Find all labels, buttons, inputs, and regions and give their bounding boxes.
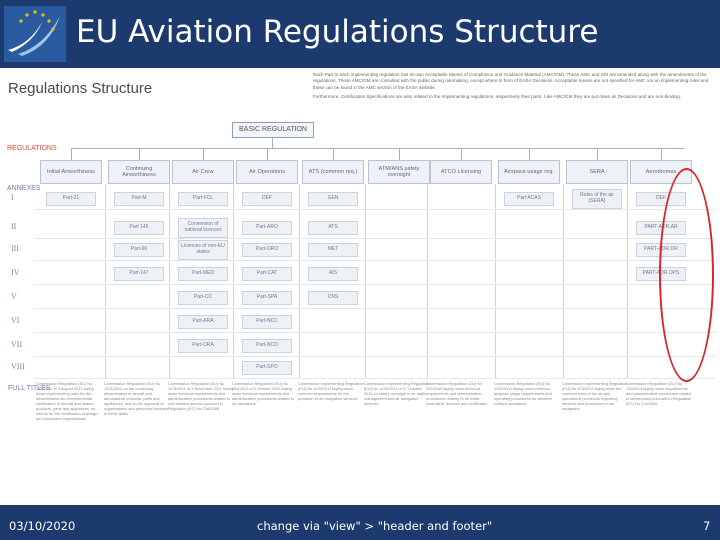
- annex-cell: Part-ORA: [178, 339, 228, 353]
- annex-cell: AIS: [308, 267, 358, 281]
- annex-cell: Part-NCO: [242, 339, 292, 353]
- row-divider: [34, 209, 716, 210]
- regulations-label: REGULATIONS: [7, 145, 57, 152]
- connector-line: [333, 148, 334, 160]
- annex-cell: PART-ADR.OR: [636, 243, 686, 257]
- annex-cell: Part-CC: [178, 291, 228, 305]
- full-title-text: Commission Regulation (EC) No 748/2012 of 3 August 2012 laying down implementing rules for the airworthiness and environmental certification of aircraft and related products, parts and appliances, as well as for the certification of design and production organisations: [36, 381, 98, 421]
- connector-line: [661, 148, 662, 160]
- connector-line: [597, 148, 598, 160]
- annex-cell: Part 145: [114, 221, 164, 235]
- row-divider: [34, 332, 716, 333]
- annex-row-label: V: [11, 292, 17, 301]
- connector-line: [461, 148, 462, 160]
- full-title-text: Commission Implementing Regulation (EU) No 923/2012 laying down the common rules of the air and operational provisions regarding services and procedures in air navigation: [562, 381, 628, 411]
- column-separator: [627, 184, 628, 378]
- column-separator: [495, 184, 496, 378]
- row-divider: [34, 238, 716, 239]
- full-titles-label: FULL TITLES: [8, 385, 51, 392]
- slide-title: EU Aviation Regulations Structure: [76, 14, 599, 50]
- connector-line: [529, 148, 530, 160]
- regulation-header: Initial Airworthiness: [40, 160, 102, 184]
- annex-cell: Part ACAS: [504, 192, 554, 206]
- intro-paragraph: Each Part to each implementing regulation has its own Acceptable Means of Compliance and Guidance Material (AMC/GM). These AMC and GM are amended along with the amendments of the regulations. These AMC/GM are consulted with the public during rulemaking, except where in form of EASA Decisions. Acceptable means are not specified for AMC nor an implementing rules and these can be found in the AMC section of the EASA website.: [313, 72, 709, 90]
- row-divider: [34, 260, 716, 261]
- connector-line: [399, 148, 400, 160]
- full-title-text: Commission Regulation (EU) No 1332/2011 laying down common airspace usage requirements and operating procedures for airborne collision avoidance: [494, 381, 552, 406]
- regulation-header: Air Operations: [236, 160, 298, 184]
- regulation-header: Airspace usage req.: [498, 160, 560, 184]
- annex-cell: Part-ORO: [242, 243, 292, 257]
- regulation-header: SERA: [566, 160, 628, 184]
- easa-logo: [4, 6, 66, 62]
- annex-cell: Part-SPA: [242, 291, 292, 305]
- regulation-header: ATCO Licensing: [430, 160, 492, 184]
- regulation-header: ATS (common req.): [302, 160, 364, 184]
- full-title-text: Commission Regulation (EU) No 965/2012 of 5 October 2012 laying down technical requirements and administrative procedures related to air operations: [232, 381, 294, 406]
- column-separator: [105, 184, 106, 378]
- annex-cell: Part-21: [46, 192, 96, 206]
- annex-cell: DEF: [242, 192, 292, 206]
- connector-line: [139, 148, 140, 160]
- annex-cell: MET: [308, 243, 358, 257]
- connector-line: [203, 148, 204, 160]
- annexes-label: ANNEXES: [7, 185, 41, 192]
- full-title-text: Commission Regulation (EU) No 2015/340 laying down technical requirements and administrative procedures relating to air traffic controllers' licences and certificates: [426, 381, 488, 406]
- connector-line: [267, 148, 268, 160]
- column-separator: [233, 184, 234, 378]
- regulation-header: ATM/ANS safety oversight: [368, 160, 430, 184]
- annex-row-label: VI: [11, 316, 20, 325]
- footer-text: change via "view" > "header and footer": [257, 519, 493, 533]
- annex-row-label: III: [11, 244, 19, 253]
- column-separator: [169, 184, 170, 378]
- annex-cell: Conversion of national licences: [178, 218, 228, 238]
- diagram-title: Regulations Structure: [8, 80, 153, 97]
- annex-cell: Part-147: [114, 267, 164, 281]
- annex-cell: Part-SPO: [242, 361, 292, 375]
- footer-band: [0, 505, 720, 540]
- annex-cell: Part-ARA: [178, 315, 228, 329]
- annex-cell: CNS: [308, 291, 358, 305]
- highlight-ellipse: [659, 168, 714, 382]
- row-divider: [34, 378, 716, 379]
- annex-cell: Licences of non-EU states: [178, 240, 228, 260]
- annex-cell: Rules of the air (SERA): [572, 189, 622, 209]
- annex-cell: Part-M: [114, 192, 164, 206]
- intro-paragraph: Furthermore, Certification Specifications are also related to the Implementing regulations, respectively their parts. Like AMC/GM they are put down as Decisions and are non-binding.: [313, 94, 681, 100]
- annex-cell: Part-CAT: [242, 267, 292, 281]
- basic-regulation-box: BASIC REGULATION: [232, 122, 314, 138]
- annex-row-label: I: [11, 193, 14, 202]
- regulation-header: Air Crew: [172, 160, 234, 184]
- column-separator: [365, 184, 366, 378]
- column-separator: [563, 184, 564, 378]
- annex-cell: GEN: [308, 192, 358, 206]
- page-number: 7: [703, 519, 711, 533]
- annex-cell: PART-ADR.OPS: [636, 267, 686, 281]
- intro-text: [313, 72, 716, 101]
- regulations-diagram: [0, 68, 720, 505]
- annex-row-label: VIII: [11, 362, 25, 371]
- full-title-text: Commission Regulation (EU) No 1321/2014 on the continuing airworthiness of aircraft and aeronautical products, parts and appliances, and on the approval of organisations and personnel involved in these tasks: [104, 381, 169, 416]
- annex-cell: Part-NCC: [242, 315, 292, 329]
- annex-cell: ATS: [308, 221, 358, 235]
- column-separator: [299, 184, 300, 378]
- annex-cell: Part-66: [114, 243, 164, 257]
- column-separator: [427, 184, 428, 378]
- row-divider: [34, 284, 716, 285]
- regulation-header: Aerodromes: [630, 160, 692, 184]
- annex-cell: PART-ADR.AR: [636, 221, 686, 235]
- annex-cell: Part-ARO: [242, 221, 292, 235]
- full-title-text: Commission Regulation (EU) No 1178/2011 of 3 November 2011 laying down technical requirements and administrative procedures related to civil aviation aircrew pursuant to Regulation (EC) No 216/2008: [168, 381, 234, 411]
- row-divider: [34, 308, 716, 309]
- full-title-text: Commission Implementing Regulation (EU) No 1035/2011 laying down common requirements for the provision of air navigation services: [298, 381, 364, 401]
- connector-line: [71, 148, 72, 160]
- annex-cell: Part-FCL: [178, 192, 228, 206]
- annex-row-label: IV: [11, 268, 20, 277]
- connector-line: [272, 138, 273, 148]
- footer-date: 03/10/2020: [9, 519, 76, 533]
- regulation-header: Continuing Airworthiness: [108, 160, 170, 184]
- annex-cell: DEF: [636, 192, 686, 206]
- row-divider: [34, 356, 716, 357]
- annex-row-label: VII: [11, 340, 23, 349]
- connector-line: [72, 148, 684, 149]
- annex-cell: Part-MED: [178, 267, 228, 281]
- full-title-text: Commission Implementing Regulation (EU) No 1034/2011 of 17 October 2011 on safety oversight in air traffic management and air navigation services: [364, 381, 430, 406]
- full-title-text: Commission Regulation (EU) No 139/2014 laying down requirements and administrative procedures related to aerodromes pursuant to Regulation (EC) No 216/2008: [626, 381, 692, 406]
- annex-row-label: II: [11, 222, 17, 231]
